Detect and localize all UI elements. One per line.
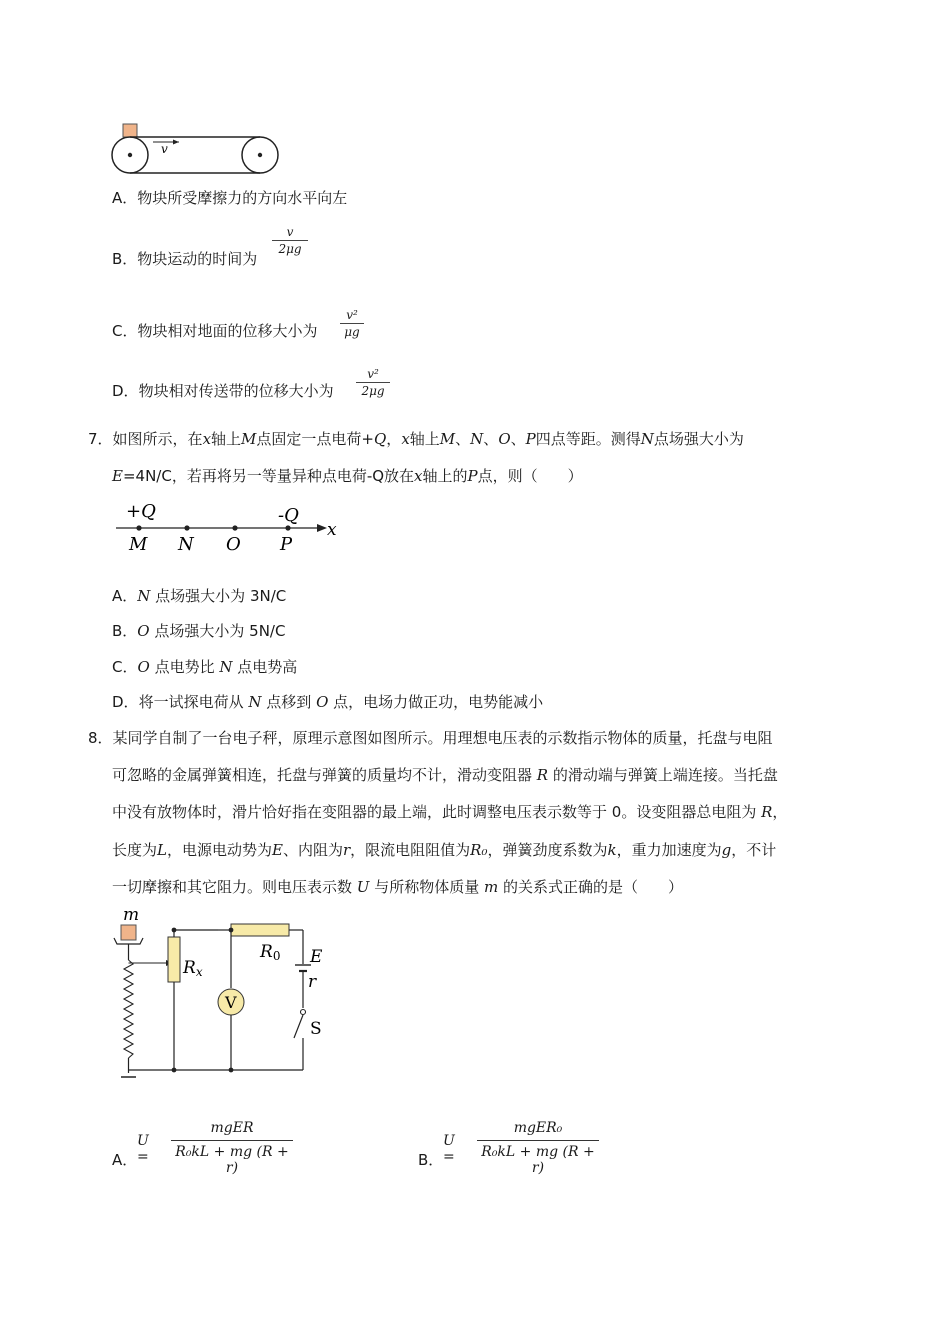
plus-q-label: +Q <box>126 501 156 522</box>
q7-stem-line1: 7．如图所示，在x轴上M点固定一点电荷+Q，x轴上M、N、O、P四点等距。测得N点场强大小为 <box>88 430 744 448</box>
q8-stem-line1: 8．某同学自制了一台电子秤，原理示意图如图所示。用理想电压表的示数指示物体的质量，托盘与电阻 <box>88 729 773 747</box>
point-o <box>232 525 237 530</box>
x-axis-label: x <box>327 520 337 540</box>
q8-option-a-label: A． <box>112 1151 138 1169</box>
point-m <box>136 525 141 530</box>
q6-option-c-fraction: v² μg <box>340 307 364 341</box>
q6-option-b: B．物块运动的时间为 <box>112 250 258 268</box>
q6-option-d: D．物块相对传送带的位移大小为 <box>112 382 334 400</box>
label-p: P <box>280 534 293 555</box>
q6-option-a: A．物块所受摩擦力的方向水平向左 <box>112 189 348 207</box>
switch-lever <box>294 1015 303 1038</box>
voltmeter-label: V <box>225 993 237 1012</box>
minus-q-label: -Q <box>278 505 299 526</box>
label-o: O <box>226 534 241 555</box>
q6-option-d-fraction: v² 2μg <box>356 366 390 400</box>
resistor-r0 <box>231 924 289 936</box>
q8-stem-line3: 中没有放物体时，滑片恰好指在变阻器的最上端，此时调整电压表示数等于 0。设变阻器总电阻为 R， <box>112 803 788 821</box>
spring <box>124 960 133 1058</box>
label-n: N <box>178 534 194 555</box>
emf-label: E <box>310 947 323 967</box>
velocity-label: v <box>161 142 168 156</box>
block <box>123 124 137 137</box>
q7-option-d: D．将一试探电荷从 N 点移到 O 点，电场力做正功，电势能减小 <box>112 693 544 711</box>
q8-stem-line4: 长度为L，电源电动势为E、内阻为r，限流电阻阻值为R₀，弹簧劲度系数为k，重力加速度为g，不计 <box>112 841 777 859</box>
q6-option-c: C．物块相对地面的位移大小为 <box>112 322 318 340</box>
q7-stem-line2: E=4N/C，若再将另一等量异种点电荷-Q放在x轴上的P点，则（ ） <box>112 467 583 485</box>
object-block <box>121 925 136 940</box>
point-p <box>285 525 290 530</box>
internal-r-label: r <box>308 972 317 992</box>
switch-contact <box>301 1010 306 1015</box>
label-m: M <box>129 534 148 555</box>
q8-stem-line5: 一切摩擦和其它阻力。则电压表示数 U 与所称物体质量 m 的关系式正确的是（ ） <box>112 878 684 896</box>
charge-axis-figure <box>110 495 350 557</box>
rx-label: Rx <box>183 958 203 979</box>
conveyor-belt-figure <box>105 120 285 180</box>
scale-circuit-figure <box>105 900 345 1085</box>
r0-label: R0 <box>260 942 281 963</box>
mass-label: m <box>123 905 140 925</box>
switch-label: S <box>310 1019 322 1039</box>
q8-option-b-label: B． <box>418 1151 444 1169</box>
q7-option-b: B．O 点场强大小为 5N/C <box>112 622 286 640</box>
point-n <box>184 525 189 530</box>
q7-option-a: A．N 点场强大小为 3N/C <box>112 587 287 605</box>
q7-option-c: C．O 点电势比 N 点电势高 <box>112 658 298 676</box>
rheostat-rx <box>168 937 180 982</box>
q8-stem-line2: 可忽略的金属弹簧相连，托盘与弹簧的质量均不计，滑动变阻器 R 的滑动端与弹簧上端连接。当托盘 <box>112 766 778 784</box>
q6-option-b-fraction: v 2μg <box>272 224 308 258</box>
